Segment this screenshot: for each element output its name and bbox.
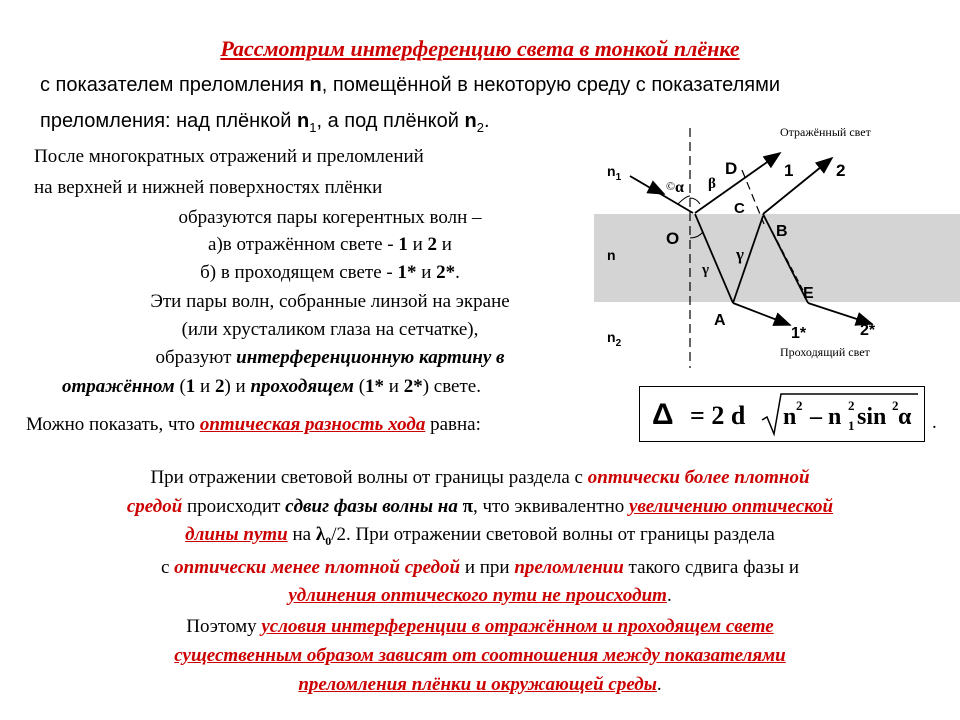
text: При отражении световой волны от границы раздела — [350, 524, 775, 545]
bottom-line-4 — [0, 557, 960, 579]
text: При отражении световой волны от границы раздела с — [150, 467, 588, 488]
bottom-line-8 — [0, 674, 960, 696]
angle-alpha-label: α — [675, 179, 684, 196]
opd-term: оптическая разность хода — [199, 414, 426, 435]
medium-n1-label: $n_1$ — [607, 163, 622, 183]
intro-line-1 — [40, 74, 780, 97]
angle-beta-arc — [690, 198, 700, 204]
bottom-line-1 — [0, 467, 960, 489]
emph-text: условия интерференции в отражённом и проходящем свете — [261, 616, 774, 637]
text: и — [416, 262, 437, 283]
text: ) и — [224, 376, 251, 397]
text: , что эквивалентно — [473, 496, 630, 517]
text: и при — [460, 557, 515, 578]
text: . — [656, 674, 662, 695]
emph-text: отражённом — [62, 376, 175, 397]
left-line-1: После многократных отражений и преломлений — [34, 146, 424, 167]
formula-box — [639, 386, 925, 442]
text: и — [407, 234, 428, 255]
bottom-line-3 — [0, 524, 960, 549]
intro-text: , а под плёнкой — [316, 110, 465, 132]
emph-text: от соотношения между показателями — [452, 645, 786, 666]
bottom-line-2 — [0, 496, 960, 518]
page-title: Рассмотрим интерференцию света в тонкой плёнке — [220, 36, 740, 61]
point-o-label: O — [666, 229, 680, 248]
text: Поэтому — [186, 616, 262, 637]
point-e-label: E — [803, 285, 814, 302]
thin-film-diagram — [590, 120, 960, 380]
text: с — [160, 557, 175, 578]
ray-1s-label: 1* — [397, 262, 417, 283]
emph-text: средой — [126, 496, 183, 517]
lambda-symbol: λ — [315, 524, 326, 545]
text: на — [287, 524, 316, 545]
text: . — [666, 585, 672, 606]
point-c-label: C — [734, 200, 745, 217]
transmitted-ray-2s — [808, 303, 872, 324]
n2-symbol: n — [464, 110, 477, 132]
emph-text: удлинения оптического пути не происходит — [288, 585, 667, 606]
text: ( — [174, 376, 186, 397]
left-line-7: (или хрусталиком глаза на сетчатке), — [181, 319, 479, 340]
point-a-label: A — [714, 312, 726, 329]
text: ( — [353, 376, 366, 397]
point-d-label: D — [725, 159, 738, 178]
intro-text: , помещённой в некоторую среду с показателями — [321, 74, 781, 96]
intro-text: . — [483, 110, 490, 132]
text: такого сдвига фазы и — [623, 557, 799, 578]
emph-text: преломлении — [514, 557, 624, 578]
transmitted-ray-1s — [733, 303, 790, 325]
emph-text: увеличению оптической — [629, 496, 834, 517]
n1-symbol: n — [297, 110, 310, 132]
ray-2-label: 2 — [836, 161, 846, 180]
bottom-line-5 — [0, 585, 960, 607]
left-line-3: образуются пары когерентных волн – — [178, 207, 482, 228]
text: равна: — [425, 414, 481, 435]
text: происходит — [182, 496, 286, 517]
emph-text: преломления плёнки и окружающей среды — [298, 674, 657, 695]
angle-alpha-arc — [678, 196, 690, 204]
alpha-mark: © — [666, 179, 676, 193]
ray-label: 1 — [185, 376, 196, 397]
emph-text: существенным образом зависят — [174, 645, 453, 666]
formula-sin: sin — [857, 404, 887, 430]
reflected-ray-2 — [763, 158, 832, 214]
formula — [650, 390, 920, 438]
formula-eq: = 2 d — [690, 401, 746, 430]
text: и — [384, 376, 404, 397]
text: а)в отражённом свете - — [208, 234, 399, 255]
left-line-2: на верхней и нижней поверхностях плёнки — [34, 177, 383, 198]
ray-2s-label: 2* — [860, 322, 876, 339]
n2-subscript: 2 — [476, 120, 484, 135]
left-line-4 — [60, 234, 600, 256]
delta-symbol: Δ — [652, 398, 674, 431]
left-line-9 — [62, 376, 481, 398]
opd-line — [26, 414, 481, 436]
lambda-sub: 0 — [325, 533, 332, 548]
ray-2s-label: 2* — [436, 262, 456, 283]
opd-dot: . — [932, 412, 937, 433]
bottom-line-6 — [0, 616, 960, 638]
reflected-light-label: Отражённый свет — [780, 125, 871, 139]
text: б) в проходящем свете - — [200, 262, 398, 283]
ray-1-label: 1 — [398, 234, 408, 255]
formula-sup: 2 — [848, 398, 855, 413]
ray-1-label: 1 — [784, 161, 794, 180]
bottom-line-7 — [0, 645, 960, 667]
emph-text: длины пути — [185, 524, 288, 545]
ray-1s-label: 1* — [791, 325, 807, 342]
formula-n: n — [783, 404, 797, 430]
intro-line-2 — [40, 110, 490, 135]
text: и — [437, 234, 452, 255]
ray-label: 1* — [365, 376, 385, 397]
left-line-8 — [60, 347, 600, 369]
text: ) свете. — [422, 376, 481, 397]
medium-n2-label: $n_2$ — [607, 329, 622, 349]
point-b-label: B — [776, 223, 788, 240]
intro-text: преломления: над плёнкой — [40, 110, 298, 132]
emph-text: интерференционную картину в — [236, 347, 505, 368]
formula-alpha: α — [898, 404, 912, 430]
text: . — [455, 262, 460, 283]
emph-text: оптически менее плотной средой — [174, 557, 461, 578]
emph-text: оптически более плотной — [587, 467, 810, 488]
formula-sup: 2 — [892, 398, 899, 413]
ray-label: 2* — [403, 376, 423, 397]
text: Можно показать, что — [26, 414, 200, 435]
n1-subscript: 1 — [309, 120, 317, 135]
formula-sub: 1 — [848, 418, 855, 433]
text: /2. — [331, 524, 351, 545]
left-line-6: Эти пары волн, собранные линзой на экране — [150, 291, 510, 312]
n-symbol: n — [309, 74, 322, 96]
emph-text: проходящем — [250, 376, 354, 397]
angle-gamma-label-2: γ — [736, 245, 744, 264]
angle-gamma-label-1: γ — [702, 262, 710, 278]
emph-text: сдвиг фазы волны на — [285, 496, 463, 517]
transmitted-light-label: Проходящий свет — [780, 345, 870, 359]
left-line-5 — [60, 262, 600, 284]
text: образуют — [155, 347, 237, 368]
ray-label: 2 — [214, 376, 225, 397]
intro-text: с показателем преломления — [40, 74, 310, 96]
ray-2-label: 2 — [427, 234, 438, 255]
film-n-label: n — [607, 247, 616, 263]
formula-sup: 2 — [796, 398, 803, 413]
formula-minus-n1: – n — [810, 404, 842, 430]
text: и — [195, 376, 215, 397]
angle-beta-label: β — [708, 176, 716, 192]
pi-symbol: π — [462, 496, 473, 517]
